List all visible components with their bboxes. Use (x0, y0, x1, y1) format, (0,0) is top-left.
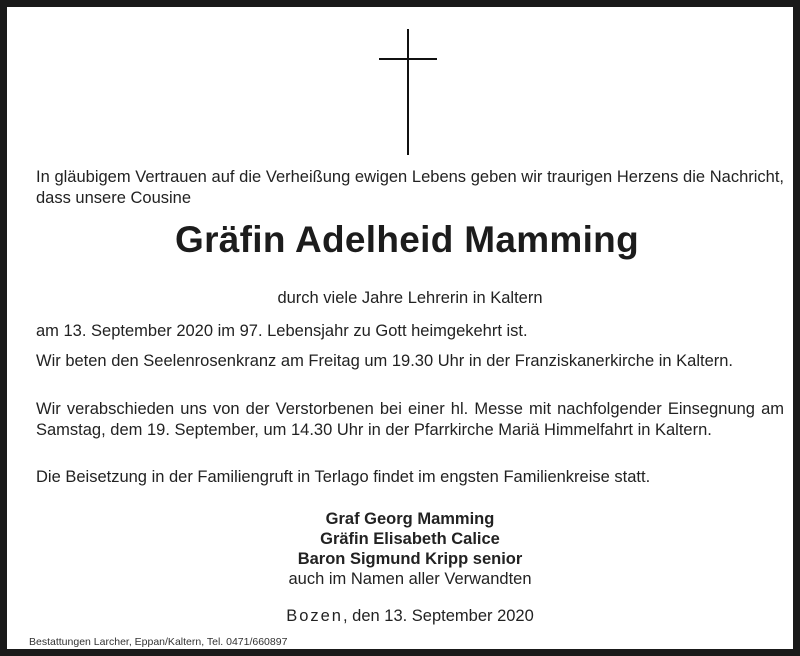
paragraph-burial: Die Beisetzung in der Familiengruft in Terlago findet im engsten Familienkreise statt. (36, 468, 651, 486)
paragraph-return: am 13. September 2020 im 97. Lebensjahr zu Gott heimgekehrt ist. (36, 322, 528, 340)
cross-icon (379, 29, 437, 155)
place: Bozen (286, 607, 343, 625)
relatives-line: auch im Namen aller Verwandten (288, 570, 532, 588)
subtitle: durch viele Jahre Lehrerin in Kaltern (277, 289, 543, 307)
date: , den 13. September 2020 (342, 607, 534, 625)
intro-text: In gläubigem Vertrauen auf die Verheißung ewigen Lebens geben wir traurigen Herzens die Nachricht, dass unsere Cousine (36, 168, 784, 207)
funeral-home-footer: Bestattungen Larcher, Eppan/Kaltern, Tel. 0471/660897 (29, 636, 288, 648)
paragraph-mass: Wir verabschieden uns von der Verstorbenen bei einer hl. Messe mit nachfolgender Einsegnung am Samstag, dem 19. September, um 14.30 Uhr in der Pfarrkirche Mariä Himmelfahrt in Kaltern. (36, 400, 784, 439)
signatory: Gräfin Elisabeth Calice (320, 530, 500, 548)
place-date (36, 606, 784, 627)
signatory: Graf Georg Mamming (325, 510, 495, 528)
deceased-name: Gräfin Adelheid Mamming (175, 219, 639, 260)
signatory: Baron Sigmund Kripp senior (297, 550, 523, 568)
paragraph-rosary: Wir beten den Seelenrosenkranz am Freitag um 19.30 Uhr in der Franziskanerkirche in Kaltern. (36, 352, 733, 370)
